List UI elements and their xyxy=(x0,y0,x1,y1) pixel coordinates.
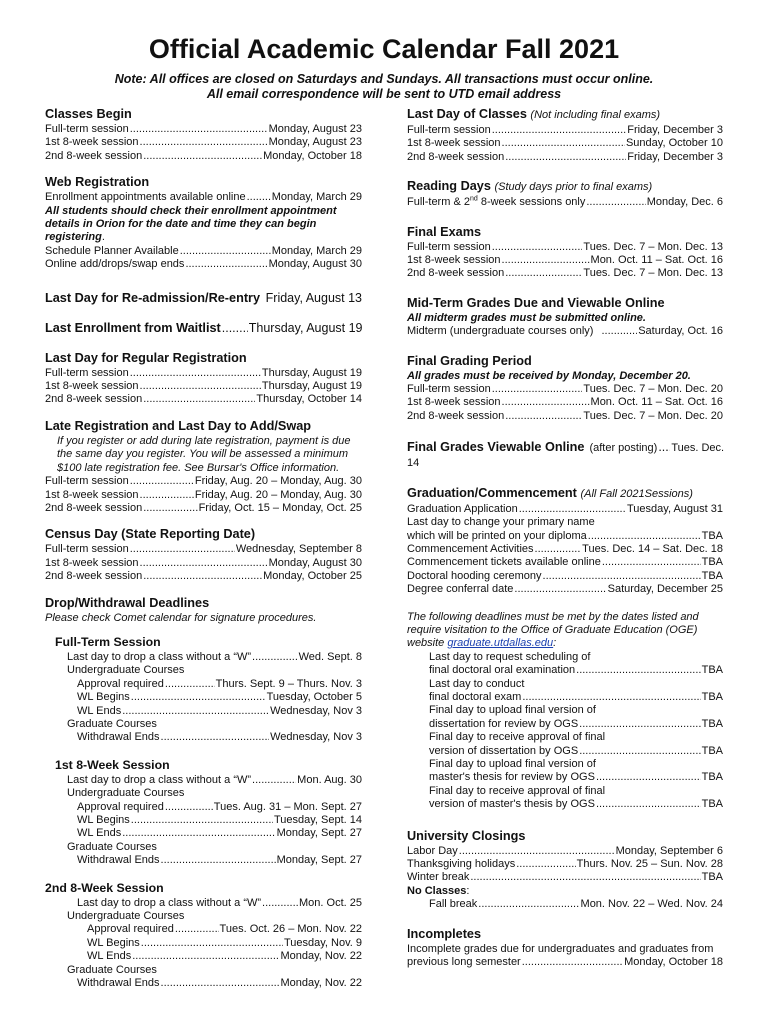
row-date: Monday, October 18 xyxy=(624,956,723,969)
row-label: Full-term session xyxy=(407,383,491,396)
date-row xyxy=(45,489,362,502)
row-label: Degree conferral date xyxy=(407,583,514,596)
row-date: Friday, Oct. 15 – Monday, Oct. 25 xyxy=(198,501,362,514)
section-heading: Incompletes xyxy=(407,926,482,941)
date-row xyxy=(407,254,723,267)
row-label: 1st 8-week session xyxy=(407,396,501,409)
row-date: Saturday, December 25 xyxy=(607,583,723,596)
date-row xyxy=(45,123,362,136)
date-row xyxy=(407,664,723,677)
row-label: Full-term session xyxy=(45,543,129,556)
row-label: Last day to drop a class without a “W” xyxy=(67,773,252,786)
ogs-item-line: Final day to upload final version of xyxy=(429,758,596,770)
section-heading: Reading Days (Study days prior to final exams) xyxy=(407,179,653,194)
row-date: Monday, September 6 xyxy=(615,844,723,857)
row-date: Saturday, Oct. 16 xyxy=(638,325,723,338)
date-row xyxy=(45,150,362,163)
date-row xyxy=(45,977,362,990)
row-label: 2nd 8-week session xyxy=(45,501,143,514)
subsection-heading: Full-Term Session xyxy=(55,634,161,649)
subsection-heading: 2nd 8-Week Session xyxy=(45,880,164,895)
row-label: Full-term session xyxy=(45,475,129,488)
row-date: Thursday, August 19 xyxy=(261,380,362,393)
final-grades-row: Final Grades Viewable Online (after posting) ..... Tues. Dec. xyxy=(407,439,723,456)
ogs-item-line: Last day to conduct xyxy=(429,677,525,690)
signature-note: Please check Comet calendar for signature procedures. xyxy=(45,611,317,624)
reading-days-section xyxy=(407,178,723,209)
university-closings-section xyxy=(407,828,723,912)
date-row xyxy=(407,196,723,209)
row-label: WL Ends xyxy=(77,704,122,717)
page-title: Official Academic Calendar Fall 2021 xyxy=(148,34,620,64)
row-date: Tuesday, Sept. 14 xyxy=(273,814,362,826)
row-date: Monday, Dec. 6 xyxy=(646,196,723,209)
row-date: Wednesday, Nov 3 xyxy=(270,704,362,717)
date-row xyxy=(407,410,723,423)
row-label: Full-term session xyxy=(45,123,129,135)
ogs-item-line: Last day to request scheduling of xyxy=(429,650,591,663)
row-date: Monday, August 30 xyxy=(268,258,362,271)
waitlist-section xyxy=(45,320,362,336)
row-label: 1st 8-week session xyxy=(45,488,139,501)
course-type-label: Undergraduate Courses xyxy=(67,787,185,800)
row-date: Tues. Dec. 7 – Mon. Dec. 13 xyxy=(583,267,723,280)
row-label: which will be printed on your diploma xyxy=(407,529,587,542)
row-date: Monday, Nov. 22 xyxy=(280,950,362,963)
date-row xyxy=(45,475,362,488)
second-8-week-block xyxy=(45,881,362,896)
row-label: 1st 8-week session xyxy=(45,136,139,149)
row-date: Tues. Dec. 14 – Sat. Dec. 18 xyxy=(582,542,723,555)
row-label: Thanksgiving holidays xyxy=(407,858,516,871)
ogs-item-line: Final day to upload final version of xyxy=(429,704,596,717)
row-date: Mon. Oct. 25 xyxy=(299,896,362,909)
section-heading: Graduation/Commencement (All Fall 2021Sessions) xyxy=(407,485,693,500)
row-date: Wed. Sept. 8 xyxy=(298,650,362,663)
row-date: Thursday, August 19 xyxy=(261,366,362,379)
row-date: Wednesday, Nov 3 xyxy=(270,731,362,744)
row-date: Monday, August 23 xyxy=(268,136,362,149)
census-day-section xyxy=(45,526,362,583)
date-row xyxy=(407,325,723,338)
row-label: WL Begins xyxy=(87,936,140,949)
midterm-note: All midterm grades must be submitted online. xyxy=(407,311,646,324)
row-label: Winter break xyxy=(407,871,470,884)
date-row xyxy=(45,191,362,204)
row-label: Withdrawal Ends xyxy=(77,977,160,990)
row-label: Schedule Planner Available xyxy=(45,244,179,257)
row-date: Friday, December 3 xyxy=(627,124,723,136)
date-row xyxy=(45,854,362,867)
row-date: Monday, March 29 xyxy=(271,191,362,204)
row-date: Tues. Dec. xyxy=(671,442,725,455)
date-row xyxy=(45,651,362,664)
row-label: master's thesis for review by OGS xyxy=(429,771,595,784)
date-row xyxy=(407,383,723,396)
date-row xyxy=(45,393,362,406)
section-heading: Last Day of Classes (Not including final exams) xyxy=(407,107,661,121)
section-heading: University Closings xyxy=(407,828,526,843)
section-heading: Final Exams xyxy=(407,224,482,239)
row-date: Tues. Dec. 7 – Mon. Dec. 20 xyxy=(583,383,723,396)
date-row xyxy=(407,241,723,254)
row-label: 2nd 8-week session xyxy=(407,267,505,280)
row-label: 1st 8-week session xyxy=(407,137,501,150)
row-date: Thurs. Sept. 9 – Thurs. Nov. 3 xyxy=(215,677,362,690)
date-row xyxy=(407,898,723,911)
date-row xyxy=(45,731,362,744)
final-grades-viewable-section xyxy=(407,439,723,470)
name-change-line: Last day to change your primary name xyxy=(407,516,595,529)
full-term-block xyxy=(45,635,362,650)
row-date: Wednesday, September 8 xyxy=(235,543,362,556)
date-row xyxy=(407,396,723,409)
row-label: WL Ends xyxy=(87,950,132,963)
row-label: 2nd 8-week session xyxy=(407,409,505,422)
final-grading-note: All grades must be received by Monday, December 20. xyxy=(407,369,691,382)
row-date: Tuesday, Nov. 9 xyxy=(283,936,362,949)
no-classes-label: No Classes: xyxy=(407,884,470,897)
date-row xyxy=(407,718,723,731)
row-date: TBA xyxy=(701,798,723,811)
right-column xyxy=(407,106,723,980)
row-label: Approval required xyxy=(77,677,164,690)
row-label: 1st 8-week session xyxy=(45,380,139,393)
row-label: Fall break xyxy=(429,898,478,911)
date-row xyxy=(45,950,362,963)
date-row xyxy=(407,556,723,569)
row-label: Labor Day xyxy=(407,844,458,857)
row-date: Friday, December 3 xyxy=(627,150,723,163)
date-row xyxy=(407,151,723,164)
readmission-section xyxy=(45,290,362,306)
row-date: Friday, Aug. 20 – Monday, Aug. 30 xyxy=(194,475,362,488)
incompletes-section xyxy=(407,926,723,970)
course-type-label: Graduate Courses xyxy=(67,963,157,976)
row-date: Thursday, October 14 xyxy=(256,393,362,406)
row-label: final doctoral oral examination xyxy=(429,664,576,677)
notice-line-1: Note: All offices are closed on Saturdays and Sundays. All transactions must occur online. xyxy=(114,72,654,86)
row-label: Withdrawal Ends xyxy=(77,731,160,744)
date-row xyxy=(45,543,362,556)
row-date: Mon. Aug. 30 xyxy=(297,773,362,786)
late-registration-section xyxy=(45,418,362,515)
row-date: Tues. Oct. 26 – Mon. Nov. 22 xyxy=(219,923,362,936)
date-row xyxy=(45,827,362,840)
date-row xyxy=(407,570,723,583)
row-date: TBA xyxy=(701,690,723,703)
date-row xyxy=(407,124,723,137)
section-heading: Final Grading Period xyxy=(407,353,532,368)
date-row xyxy=(45,691,362,704)
row-label: final doctoral exam xyxy=(429,690,522,703)
date-row xyxy=(407,845,723,858)
row-label: WL Begins xyxy=(77,814,130,826)
graduation-section xyxy=(407,485,723,597)
row-label: Approval required xyxy=(87,923,174,936)
date-row xyxy=(45,814,362,827)
row-label: WL Begins xyxy=(77,691,130,704)
ogs-intro: The following deadlines must be met by the dates listed and require visitation to the Office of Graduate Education (OGE) website graduate.utdallas.edu: xyxy=(407,610,699,650)
row-date: TBA xyxy=(701,871,723,884)
row-date: TBA xyxy=(701,717,723,730)
row-date: Monday, October 18 xyxy=(263,149,362,162)
regular-registration-section xyxy=(45,350,362,407)
row-label: Online add/drops/swap ends xyxy=(45,258,185,271)
row-date: Mon. Oct. 11 – Sat. Oct. 16 xyxy=(590,254,723,267)
row-date: TBA xyxy=(701,569,723,582)
row-label: version of dissertation by OGS xyxy=(429,744,579,757)
date-row xyxy=(407,503,723,516)
row-label: Commencement Activities xyxy=(407,542,534,555)
date-row xyxy=(45,801,362,814)
row-date: Thursday, August 19 xyxy=(248,320,363,335)
date-row xyxy=(407,745,723,758)
section-heading: Mid-Term Grades Due and Viewable Online xyxy=(407,295,665,310)
date-row xyxy=(45,258,362,271)
course-type-label: Graduate Courses xyxy=(67,717,157,730)
date-row xyxy=(407,771,723,784)
final-grading-section xyxy=(407,353,723,424)
enrollment-note: All students should check their enrollment appointment details in Orion for the date and time they can begin registering. xyxy=(45,204,337,244)
row-date: TBA xyxy=(701,556,723,569)
row-label: Last day to drop a class without a “W” xyxy=(67,650,252,663)
row-date: Tuesday, August 31 xyxy=(626,502,723,515)
row-label: Midterm (undergraduate courses only) xyxy=(407,325,594,338)
row-date: Tues. Dec. 7 – Mon. Dec. 13 xyxy=(583,240,723,253)
row-label: Graduation Application xyxy=(407,502,518,515)
web-registration-section xyxy=(45,174,362,271)
date-row xyxy=(45,367,362,380)
row-label: version of master's thesis by OGS xyxy=(429,798,595,811)
date-row xyxy=(45,774,362,787)
row-label: 2nd 8-week session xyxy=(45,570,143,583)
date-row xyxy=(45,923,362,936)
row-date: TBA xyxy=(701,744,723,757)
notice-line-2: All email correspondence will be sent to UTD email address xyxy=(206,87,562,101)
incompletes-line: Incomplete grades due for undergraduates and graduates from xyxy=(407,942,714,955)
row-label: Full-term session xyxy=(407,240,491,253)
ogs-section xyxy=(407,611,723,812)
date-row xyxy=(407,858,723,871)
row-date: Tues. Dec. 7 – Mon. Dec. 20 xyxy=(583,409,723,422)
row-date: Thurs. Nov. 25 – Sun. Nov. 28 xyxy=(576,858,723,871)
row-date: Friday, August 13 xyxy=(265,290,362,305)
section-heading: Web Registration xyxy=(45,175,150,190)
readmission-row xyxy=(45,290,362,306)
date-row xyxy=(407,583,723,596)
section-heading: Late Registration and Last Day to Add/Swap xyxy=(45,418,312,433)
section-heading: Drop/Withdrawal Deadlines xyxy=(45,595,210,610)
first-8-week-block xyxy=(45,758,362,773)
row-date: Monday, Nov. 22 xyxy=(280,977,362,990)
date-row xyxy=(45,502,362,515)
row-label: previous long semester xyxy=(407,956,521,969)
notice xyxy=(0,72,768,102)
row-label: Last Day for Re-admission/Re-entry xyxy=(45,290,261,305)
row-label: Full-term & 2nd 8-week sessions only xyxy=(407,195,586,209)
left-column xyxy=(45,106,362,1001)
row-label: 2nd 8-week session xyxy=(45,149,143,162)
date-row xyxy=(407,137,723,150)
row-label: 2nd 8-week session xyxy=(45,393,143,406)
row-label: Final Grades Viewable Online xyxy=(407,440,585,455)
row-label: Approval required xyxy=(77,800,164,813)
row-date: Monday, August 23 xyxy=(268,123,362,135)
row-date: Tuesday, October 5 xyxy=(266,691,362,704)
ogs-item-line: Final day to receive approval of final xyxy=(429,731,606,744)
date-row xyxy=(45,937,362,950)
section-heading: Last Day for Regular Registration xyxy=(45,350,247,365)
row-label: Last Enrollment from Waitlist xyxy=(45,320,221,335)
section-heading: Census Day (State Reporting Date) xyxy=(45,527,256,542)
subsection-heading: 1st 8-Week Session xyxy=(55,757,170,772)
date-row xyxy=(45,678,362,691)
row-label: Enrollment appointments available online xyxy=(45,191,246,204)
row-label: Withdrawal Ends xyxy=(77,854,160,867)
row-date: Mon. Nov. 22 – Wed. Nov. 24 xyxy=(580,898,723,911)
row-label: 2nd 8-week session xyxy=(407,150,505,163)
date-row xyxy=(407,871,723,884)
waitlist-row xyxy=(45,320,362,336)
row-label: Last day to drop a class without a “W” xyxy=(77,896,262,909)
row-date: Monday, Sept. 27 xyxy=(276,854,362,867)
date-row xyxy=(407,543,723,556)
late-registration-note: If you register or add during late registration, payment is due the same day you register. You will be assessed a minimum $100 late registration fee. See Bursar's Office information. xyxy=(57,434,351,474)
course-type-label: Undergraduate Courses xyxy=(67,664,185,677)
date-row xyxy=(407,691,723,704)
row-date: Sunday, October 10 xyxy=(625,137,723,150)
row-date: TBA xyxy=(701,771,723,784)
row-label: Full-term session xyxy=(45,366,129,379)
date-row xyxy=(45,570,362,583)
midterm-section xyxy=(407,295,723,339)
course-type-label: Undergraduate Courses xyxy=(67,910,185,923)
row-date: Monday, October 25 xyxy=(263,570,362,583)
row-label: Doctoral hooding ceremony xyxy=(407,569,542,582)
date-row xyxy=(45,705,362,718)
oge-website-link[interactable]: graduate.utdallas.edu xyxy=(447,637,554,650)
date-row xyxy=(45,557,362,570)
final-grades-date-continued: 14 xyxy=(407,457,420,470)
row-label: Full-term session xyxy=(407,124,491,136)
date-row xyxy=(45,245,362,258)
row-label: Commencement tickets available online xyxy=(407,556,601,569)
date-row xyxy=(407,267,723,280)
date-row xyxy=(45,136,362,149)
row-label: dissertation for review by OGS xyxy=(429,717,579,730)
row-label: 1st 8-week session xyxy=(45,556,139,569)
date-row xyxy=(45,380,362,393)
ogs-item-line: Final day to receive approval of final xyxy=(429,784,606,797)
row-date: Tues. Aug. 31 – Mon. Sept. 27 xyxy=(213,800,362,813)
drop-withdrawal-section xyxy=(45,595,362,991)
row-date: Friday, Aug. 20 – Monday, Aug. 30 xyxy=(194,488,362,501)
row-date: Monday, Sept. 27 xyxy=(276,827,362,840)
row-date: TBA xyxy=(701,529,723,542)
row-label: 1st 8-week session xyxy=(407,254,501,267)
section-heading: Classes Begin xyxy=(45,107,132,121)
row-date: Mon. Oct. 11 – Sat. Oct. 16 xyxy=(590,396,723,409)
row-date: Monday, August 30 xyxy=(268,556,362,569)
date-row xyxy=(407,530,723,543)
classes-begin-section xyxy=(45,106,362,163)
last-day-classes-section xyxy=(407,106,723,164)
row-date: TBA xyxy=(701,664,723,677)
row-date: Monday, March 29 xyxy=(271,244,362,257)
row-label: WL Ends xyxy=(77,827,122,840)
date-row xyxy=(45,897,362,910)
course-type-label: Graduate Courses xyxy=(67,840,157,853)
final-exams-section xyxy=(407,224,723,281)
date-row xyxy=(407,956,723,969)
date-row xyxy=(407,798,723,811)
